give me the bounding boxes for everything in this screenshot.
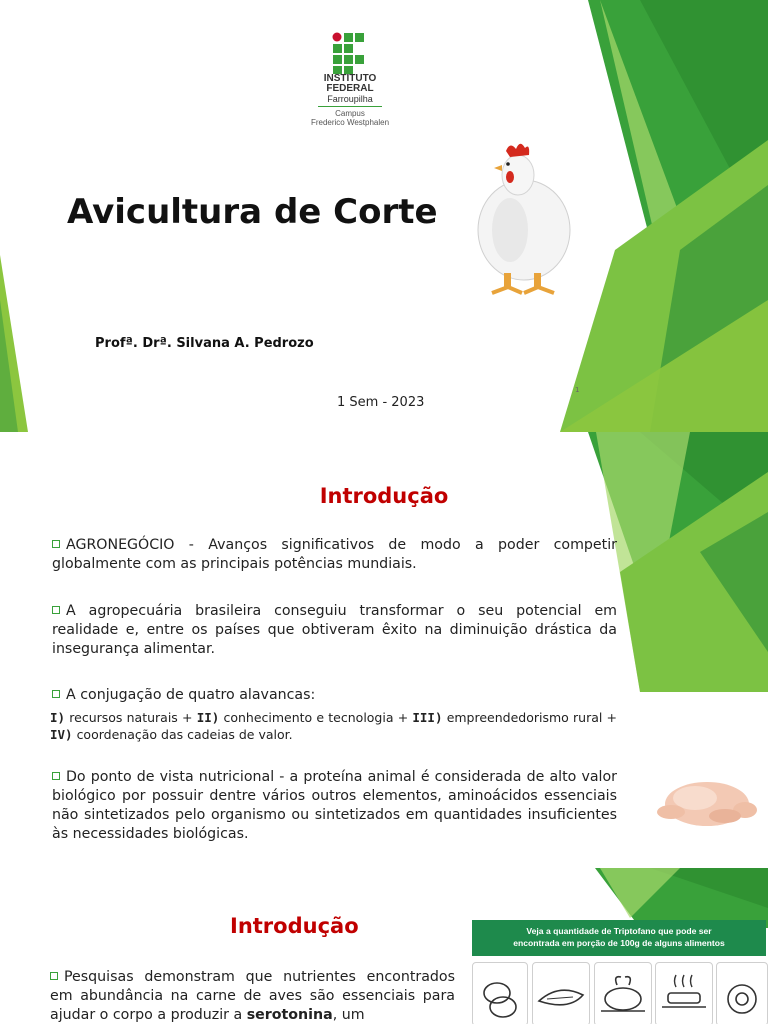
bullet-text-end: , um	[332, 1007, 365, 1023]
logo-line4: Campus	[335, 109, 365, 118]
slide2-bullet4	[52, 768, 617, 844]
bullet-text-bold: serotonina	[246, 1007, 333, 1023]
banner-line1: Veja a quantidade de Triptofano que pode ser	[526, 926, 712, 936]
lever4-text: coordenação das cadeias de valor.	[76, 727, 293, 742]
lever2-label: II)	[196, 710, 220, 725]
bullet-square-icon	[52, 772, 60, 780]
meat-dish-icon	[656, 963, 712, 1024]
food-item-chicken	[594, 962, 652, 1024]
logo-mark-icon	[332, 32, 372, 74]
slide1-semester: 1 Sem - 2023	[337, 395, 425, 410]
food-item-meat	[655, 962, 713, 1024]
bullet-square-icon	[52, 606, 60, 614]
lever1-label: I)	[50, 710, 66, 725]
lever4-label: IV)	[50, 727, 73, 742]
food-item-nuts	[472, 962, 528, 1024]
logo-line2: FEDERAL	[326, 83, 374, 94]
bullet3-text: A conjugação de quatro alavancas:	[66, 687, 316, 703]
slide1-page-number: 1	[575, 386, 580, 394]
banner-line2: encontrada em porção de 100g de alguns alimentos	[513, 938, 725, 948]
logo-divider	[318, 106, 382, 107]
bullet-square-icon	[52, 690, 60, 698]
roast-chicken-icon	[595, 963, 651, 1024]
lever2-text: conhecimento e tecnologia +	[223, 710, 409, 725]
slide-intro-1	[0, 432, 768, 864]
slide2-title: Introdução	[319, 484, 449, 508]
slide2-bullet2	[52, 602, 617, 659]
lever1-text: recursos naturais +	[69, 710, 193, 725]
slide1-author: Profª. Drª. Silvana A. Pedrozo	[95, 336, 314, 351]
bullet1-text: AGRONEGÓCIO - Avanços significativos de modo a poder competir globalmente com as principais potências mundiais.	[52, 537, 617, 572]
tryptophan-banner	[472, 920, 766, 956]
bullet-text-start: Pesquisas demonstram que nutrientes encontrados em abundância na carne de aves são essenciais para ajudar o corpo a produzir a	[50, 969, 455, 1023]
slide2-bullet3	[52, 686, 617, 705]
lever3-text: empreendedorismo rural +	[446, 710, 618, 725]
chicken-image	[462, 135, 582, 300]
food-item-fish	[532, 962, 590, 1024]
slide3-bullet1	[50, 968, 455, 1024]
slide1-title: Avicultura de Corte	[67, 192, 438, 232]
raw-chicken-image	[655, 772, 760, 834]
slide-intro-2	[0, 868, 768, 1024]
bullet-square-icon	[50, 972, 58, 980]
logo-line5: Frederico Westphalen	[310, 118, 390, 127]
lever3-label: III)	[412, 710, 443, 725]
slide2-levers	[50, 709, 617, 743]
logo-line1: INSTITUTO	[323, 73, 377, 84]
bullet-square-icon	[52, 540, 60, 548]
logo-line3: Farroupilha	[327, 94, 373, 104]
slide-title	[0, 0, 768, 432]
fish-icon	[533, 963, 589, 1024]
egg-icon	[717, 963, 767, 1024]
nuts-icon	[473, 963, 527, 1024]
bullet2-text: A agropecuária brasileira conseguiu transformar o seu potencial em realidade e, entre os países que obtiveram êxito na diminuição drástica da insegurança alimentar.	[52, 603, 617, 657]
bullet4-text: Do ponto de vista nutricional - a proteína animal é considerada de alto valor biológico por possuir dentre vários outros elementos, aminoácidos essenciais não sintetizados pelo organismo ou sintetizados em quantidades insuficientes às necessidades biológicas.	[52, 769, 617, 842]
institute-logo	[300, 30, 400, 130]
food-item-egg	[716, 962, 768, 1024]
slide3-title: Introdução	[230, 914, 359, 938]
slide2-bullet1	[52, 536, 617, 574]
